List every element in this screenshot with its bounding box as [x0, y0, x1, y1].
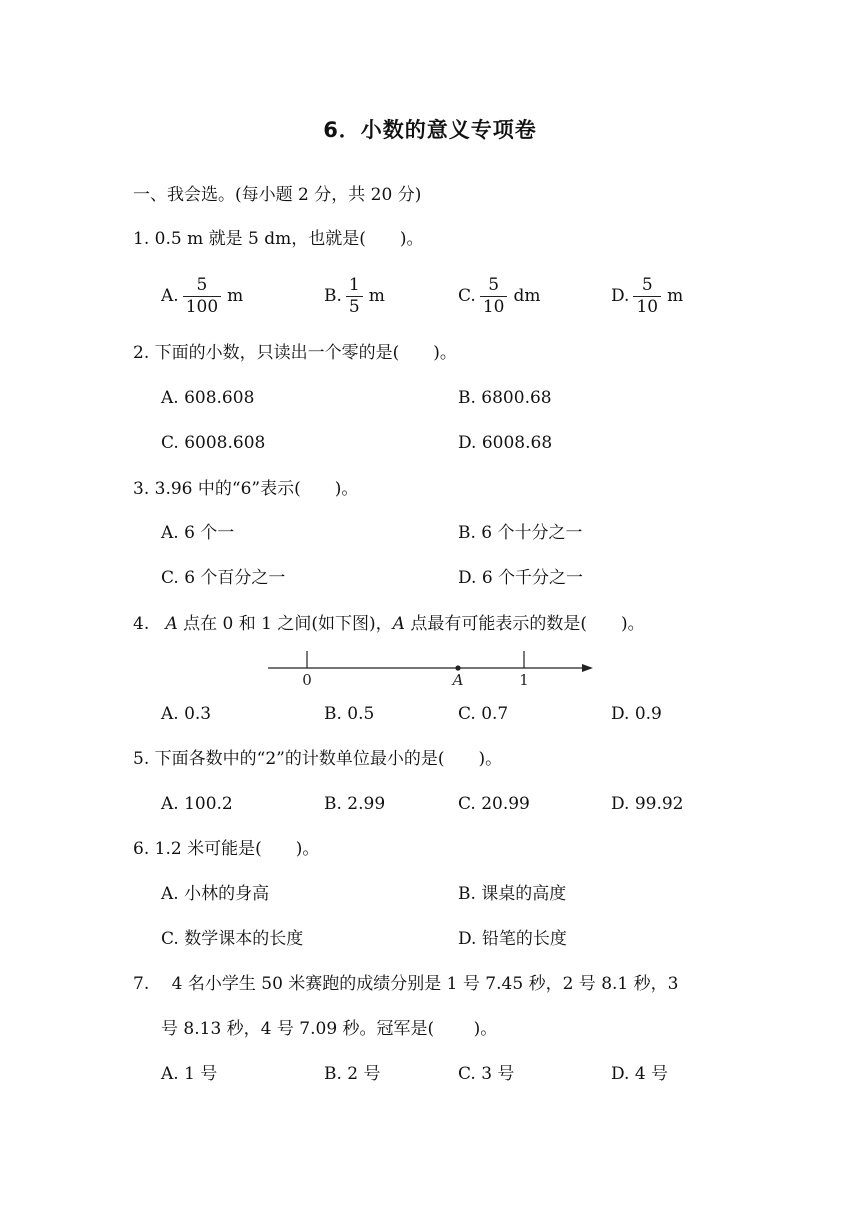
- fraction: [480, 275, 508, 318]
- q4-option-c: C. 0.7: [458, 704, 509, 724]
- q1-option-d: [611, 274, 683, 318]
- q5-option-c: C. 20.99: [458, 794, 530, 814]
- question-4-stem: [133, 613, 645, 635]
- fraction-numerator: 5: [183, 275, 221, 297]
- arrow-head-icon: [582, 664, 593, 672]
- fraction-denominator: 10: [482, 297, 505, 317]
- fraction: [633, 275, 661, 318]
- q6-option-b: B. 课桌的高度: [458, 884, 567, 904]
- q1-option-a: [161, 274, 243, 318]
- fraction-denominator: 10: [636, 297, 659, 317]
- q2-option-a: A. 608.608: [161, 388, 255, 408]
- q7-option-b: B. 2 号: [324, 1064, 381, 1084]
- option-unit: m: [227, 286, 244, 306]
- question-2-stem: 2. 下面的小数，只读出一个零的是( )。: [133, 343, 457, 363]
- tick-label-zero: 0: [302, 671, 312, 689]
- q3-option-d: D. 6 个千分之一: [458, 568, 584, 588]
- q1-option-c: [458, 274, 540, 318]
- q5-option-a: A. 100.2: [161, 794, 233, 814]
- q4-option-d: D. 0.9: [611, 704, 662, 724]
- option-letter: B.: [324, 286, 342, 306]
- fraction-numerator: 1: [346, 275, 363, 297]
- point-variable: A: [165, 614, 178, 634]
- q7-option-a: A. 1 号: [161, 1064, 218, 1084]
- q4-option-b: B. 0.5: [324, 704, 375, 724]
- option-letter: A.: [161, 286, 179, 306]
- q2-option-b: B. 6800.68: [458, 388, 552, 408]
- question-5-stem: 5. 下面各数中的“2”的计数单位最小的是( )。: [133, 749, 503, 769]
- fraction-denominator: 100: [185, 297, 219, 317]
- page-title: 6．小数的意义专项卷: [323, 118, 537, 142]
- point-a-dot: [455, 665, 460, 670]
- fraction: [183, 275, 221, 318]
- q3-option-c: C. 6 个百分之一: [161, 568, 286, 588]
- q6-option-c: C. 数学课本的长度: [161, 929, 304, 949]
- question-3-stem: 3. 3.96 中的“6”表示( )。: [133, 479, 359, 499]
- question-7-stem-line-1: 7. 4 名小学生 50 米赛跑的成绩分别是 1 号 7.45 秒，2 号 8.1 秒，3: [133, 974, 679, 994]
- fraction-numerator: 5: [633, 275, 661, 297]
- option-unit: m: [667, 286, 684, 306]
- q3-option-a: A. 6 个一: [161, 523, 235, 543]
- q6-option-a: A. 小林的身高: [161, 884, 270, 904]
- option-unit: dm: [513, 286, 541, 306]
- q1-option-b: [324, 274, 385, 318]
- q4-option-a: A. 0.3: [161, 704, 212, 724]
- option-letter: D.: [611, 286, 630, 306]
- option-unit: m: [368, 286, 385, 306]
- stem-text: 点最有可能表示的数是( )。: [404, 614, 645, 634]
- question-number: 4.: [133, 614, 150, 634]
- point-a-label: A: [452, 671, 464, 689]
- option-letter: C.: [458, 286, 476, 306]
- question-1-stem: 1. 0.5 m 就是 5 dm，也就是( )。: [133, 229, 424, 249]
- question-6-stem: 6. 1.2 米可能是( )。: [133, 839, 320, 859]
- q7-option-d: D. 4 号: [611, 1064, 669, 1084]
- point-variable: A: [392, 614, 405, 634]
- q2-option-c: C. 6008.608: [161, 433, 266, 453]
- q3-option-b: B. 6 个十分之一: [458, 523, 583, 543]
- number-line: [264, 644, 596, 690]
- question-7-stem-line-2: 号 8.13 秒，4 号 7.09 秒。冠军是( )。: [161, 1019, 498, 1039]
- q7-option-c: C. 3 号: [458, 1064, 515, 1084]
- fraction: [346, 275, 363, 318]
- tick-label-one: 1: [519, 671, 529, 689]
- q5-option-b: B. 2.99: [324, 794, 386, 814]
- stem-text: 点在 0 和 1 之间(如下图)，: [177, 614, 393, 634]
- q5-option-d: D. 99.92: [611, 794, 684, 814]
- fraction-numerator: 5: [480, 275, 508, 297]
- section-heading: 一、我会选。(每小题 2 分，共 20 分): [133, 185, 422, 205]
- q2-option-d: D. 6008.68: [458, 433, 553, 453]
- q6-option-d: D. 铅笔的长度: [458, 929, 567, 949]
- fraction-denominator: 5: [348, 297, 360, 317]
